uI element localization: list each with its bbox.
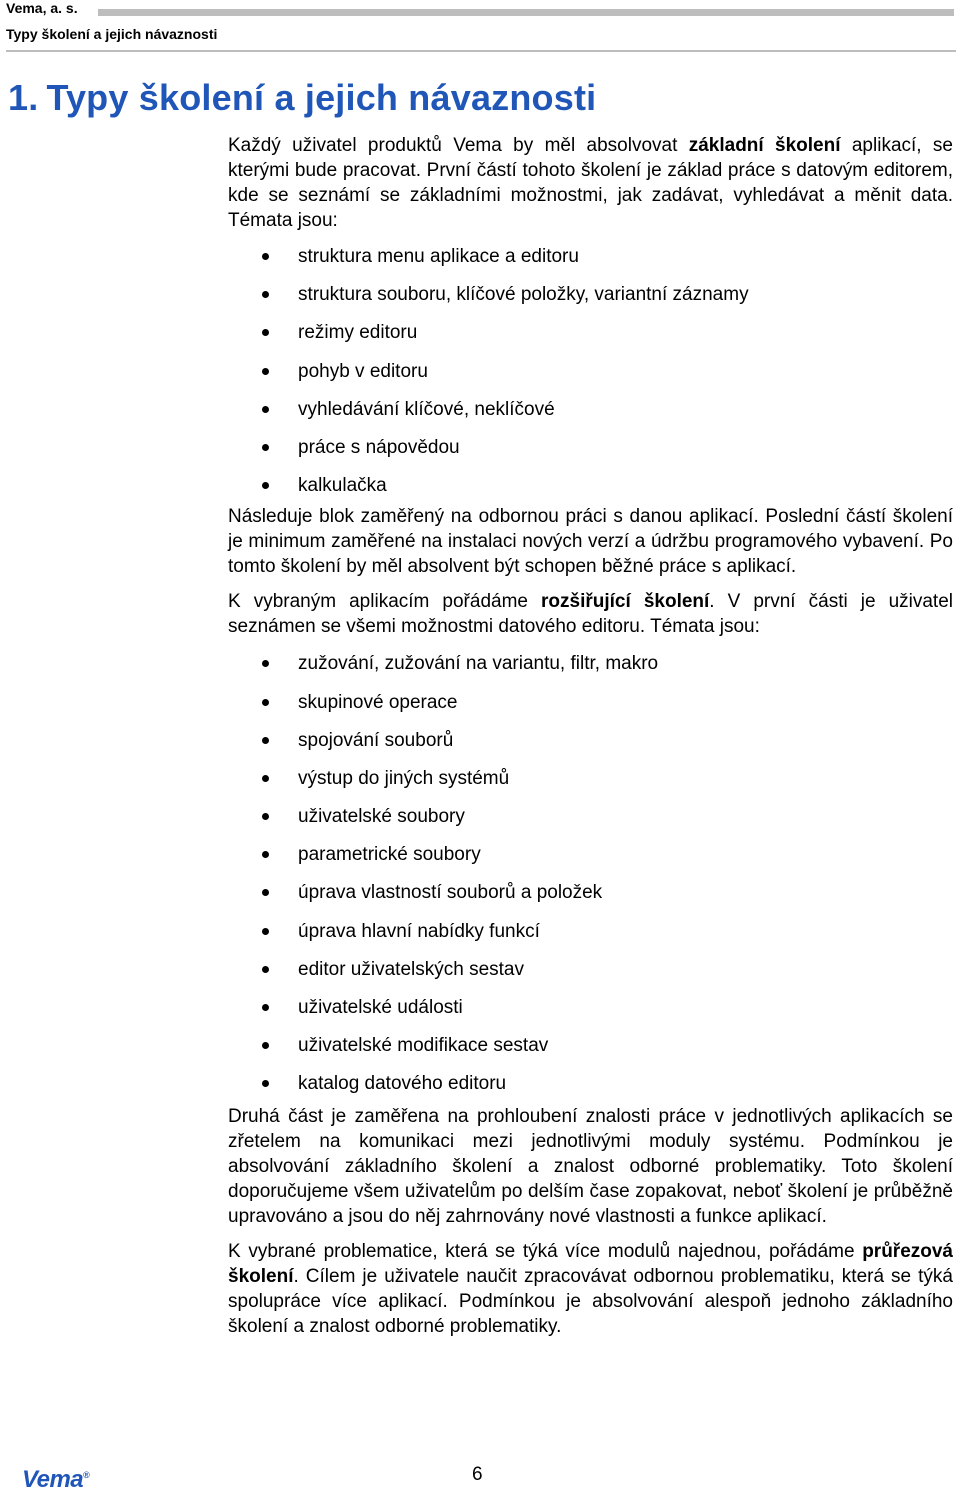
bullet-icon (262, 966, 269, 973)
extended-rest: . V první části je uživatel seznámen se všemi možnostmi datového editoru. Témata jsou: (228, 591, 953, 638)
extended-bold: rozšiřující školení (541, 591, 710, 613)
list-item (228, 321, 953, 359)
bullet-icon (262, 253, 269, 260)
basic-topics-list (228, 245, 953, 512)
list-item (228, 881, 953, 919)
list-item (228, 996, 953, 1034)
list-item (228, 843, 953, 881)
bullet-icon (262, 928, 269, 935)
list-item (228, 245, 953, 283)
header-divider (6, 50, 956, 52)
list-item (228, 958, 953, 996)
extended-lead: K vybraným aplikacím pořádáme (228, 591, 542, 613)
list-item-label: úprava vlastností souborů a položek (298, 882, 603, 904)
list-item (228, 691, 953, 729)
page-header (6, 0, 956, 42)
intro-paragraph (228, 133, 953, 233)
list-item-label: zužování, zužování na variantu, filtr, makro (298, 653, 659, 675)
cross-bold: průřezová školení (228, 1240, 953, 1287)
bullet-icon (262, 660, 269, 667)
extended-topics-list (228, 652, 953, 1110)
chapter-title: Typy školení a jejich návaznosti (46, 77, 597, 118)
list-item (228, 920, 953, 958)
list-item-label: struktura menu aplikace a editoru (298, 246, 579, 267)
cross-lead: K vybrané problematice, která se týká více modulů najednou, pořádáme (228, 1240, 863, 1262)
bullet-icon (262, 1004, 269, 1011)
list-item (228, 805, 953, 843)
extended-paragraph (228, 589, 953, 639)
list-item-label: spojování souborů (298, 729, 454, 751)
list-item (228, 436, 953, 474)
bullet-icon (262, 889, 269, 896)
list-item-label: režimy editoru (298, 322, 418, 344)
bullet-icon (262, 699, 269, 706)
list-item-label: uživatelské události (298, 997, 463, 1018)
list-item (228, 652, 953, 690)
company-name: Vema, a. s. (6, 0, 78, 16)
bullet-icon (262, 737, 269, 744)
running-title: Typy školení a jejich návaznosti (6, 26, 218, 42)
followup-paragraph: Následuje blok zaměřený na odbornou práci s danou aplikací. Poslední částí školení je minimum zaměřené na instalaci nových verzí a údržbu programového vybavení. Po tomto školení by měl absolvent být schopen běžné práce s aplikací. (228, 506, 953, 578)
list-item-label: vyhledávání klíčové, neklíčové (298, 398, 555, 420)
second-part-paragraph: Druhá část je zaměřena na prohloubení znalosti práce v jednotlivých aplikacích se zřetelem na komunikaci mezi jednotlivými moduly systému. Podmínkou je absolvování základního školení a znalost odborné problematiky. Toto školení doporučujeme všem uživatelům po delším čase zopakovat, neboť školení je průběžně upravováno a jsou do něj zahrnovány nové vlastnosti a funkce aplikací. (228, 1105, 953, 1227)
list-item-label: uživatelské modifikace sestav (298, 1035, 549, 1057)
list-item (228, 1034, 953, 1072)
bullet-icon (262, 482, 269, 489)
list-item-label: úprava hlavní nabídky funkcí (298, 920, 540, 942)
list-item-label: kalkulačka (298, 475, 387, 497)
list-item (228, 1072, 953, 1110)
list-item (228, 398, 953, 436)
page-number: 6 (472, 1464, 483, 1485)
list-item (228, 360, 953, 398)
bullet-icon (262, 291, 269, 298)
list-item-label: katalog datového editoru (298, 1073, 507, 1095)
intro-lead: Každý uživatel produktů Vema by měl absolvovat (228, 135, 689, 156)
intro-rest: aplikací, se kterými bude pracovat. První částí tohoto školení je základ práce s datovým editorem, kde se seznámí se základními možnostmi, jak zadávat, vyhledávat a měnit data. Témata jsou: (228, 135, 953, 231)
list-item (228, 729, 953, 767)
list-item (228, 283, 953, 321)
bullet-icon (262, 406, 269, 413)
bullet-icon (262, 368, 269, 375)
list-item-label: struktura souboru, klíčové položky, variantní záznamy (298, 284, 749, 306)
bullet-icon (262, 851, 269, 858)
chapter-number: 1. (8, 77, 39, 118)
bullet-icon (262, 1080, 269, 1087)
bullet-icon (262, 329, 269, 336)
list-item-label: výstup do jiných systémů (298, 767, 510, 789)
header-rule (98, 9, 954, 16)
chapter-heading (8, 76, 596, 120)
bullet-icon (262, 813, 269, 820)
cross-rest: . Cílem je uživatele naučit zpracovávat odbornou problematiku, která se týká spolupráce více aplikací. Podmínkou je absolvování alespoň jednoho základního školení a znalost odborné problematiky. (228, 1265, 953, 1337)
list-item-label: editor uživatelských sestav (298, 958, 524, 980)
list-item (228, 474, 953, 512)
logo-text: Vema (22, 1466, 84, 1493)
list-item-label: práce s nápovědou (298, 436, 460, 458)
intro-bold: základní školení (688, 135, 841, 156)
list-item-label: pohyb v editoru (298, 360, 428, 382)
main-content (228, 133, 953, 1339)
bullet-icon (262, 444, 269, 451)
vema-logo (22, 1466, 89, 1494)
cross-paragraph (228, 1239, 953, 1339)
list-item-label: skupinové operace (298, 691, 458, 713)
registered-mark: ® (83, 1470, 90, 1480)
list-item-label: uživatelské soubory (298, 806, 465, 828)
bullet-icon (262, 775, 269, 782)
list-item (228, 767, 953, 805)
bullet-icon (262, 1042, 269, 1049)
list-item-label: parametrické soubory (298, 844, 481, 866)
